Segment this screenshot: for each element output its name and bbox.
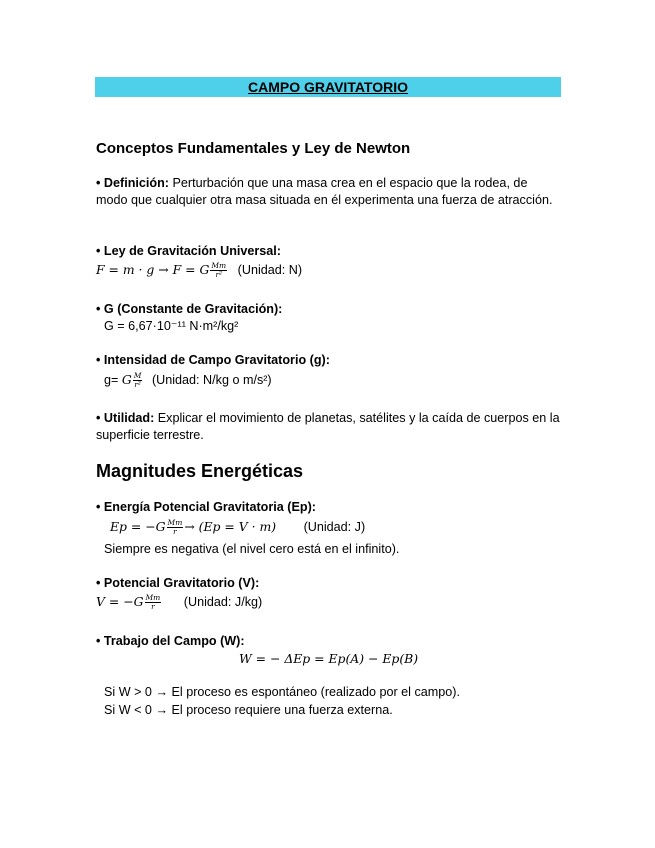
constante-value: G = 6,67·10⁻¹¹ N·m²/kg² — [104, 319, 239, 333]
ley-label: • Ley de Gravitación Universal: — [96, 244, 281, 258]
intensidad-prefix: g= — [104, 373, 122, 387]
ep-label: • Energía Potencial Gravitatoria (Ep): — [96, 500, 316, 514]
ep-note: Siempre es negativa (el nivel cero está en el infinito). — [104, 542, 400, 556]
w-line-positive: Si W > 0 → El proceso es espontáneo (realizado por el campo). — [104, 685, 460, 699]
w-formula: W = − ΔEp = Ep(A) − Ep(B) — [239, 651, 419, 666]
ley-fraction: $\frac{Mm}{\text{r²}}$ — [211, 261, 227, 280]
section-heading-conceptos: Conceptos Fundamentales y Ley de Newton — [96, 140, 411, 157]
utilidad-text: Explicar el movimiento de planetas, satélites y la caída de cuerpos en la superficie terrestre. — [96, 411, 560, 442]
w-label: • Trabajo del Campo (W): — [96, 634, 245, 648]
utilidad-label: • Utilidad: — [96, 411, 155, 425]
v-label: • Potencial Gravitatorio (V): — [96, 576, 260, 590]
ep-formula-rhs: → (Ep = V · m) — [184, 519, 277, 534]
v-formula-lhs: V = −G — [96, 594, 144, 609]
v-unit: (Unidad: J/kg) — [183, 595, 263, 609]
intensidad-label: • Intensidad de Campo Gravitatorio (g): — [96, 353, 330, 367]
utilidad-paragraph — [96, 410, 561, 444]
constante-label: • G (Constante de Gravitación): — [96, 302, 283, 316]
document-title: CAMPO GRAVITATORIO — [248, 79, 408, 95]
v-formula — [96, 593, 262, 611]
ley-unit: (Unidad: N) — [237, 263, 303, 277]
ep-formula — [110, 518, 365, 536]
definicion-text: Perturbación que una masa crea en el espacio que la rodea, de modo que cualquier otra masa situada en él experimenta una fuerza de atracción. — [96, 176, 553, 207]
section-heading-magnitudes: Magnitudes Energéticas — [96, 461, 304, 481]
intensidad-unit: (Unidad: N/kg o m/s²) — [151, 373, 272, 387]
title-bar — [95, 77, 561, 97]
ep-fraction: $\frac{Mm}{r}$ — [167, 518, 183, 537]
ep-formula-lhs: Ep = −G — [110, 519, 166, 534]
intensidad-formula-lhs: G — [121, 372, 132, 387]
intensidad-formula — [104, 371, 272, 389]
ley-formula — [96, 261, 302, 279]
intensidad-fraction: $\frac{M}{\text{r²}}$ — [133, 371, 142, 390]
v-fraction: $\frac{Mm}{r}$ — [145, 593, 161, 612]
definicion-paragraph — [96, 175, 561, 209]
ep-unit: (Unidad: J) — [303, 520, 366, 534]
w-line-negative: Si W < 0 → El proceso requiere una fuerza externa. — [104, 703, 393, 717]
ley-formula-lhs: F = m · g → F = G — [96, 262, 210, 277]
definicion-label: • Definición: — [96, 176, 169, 190]
